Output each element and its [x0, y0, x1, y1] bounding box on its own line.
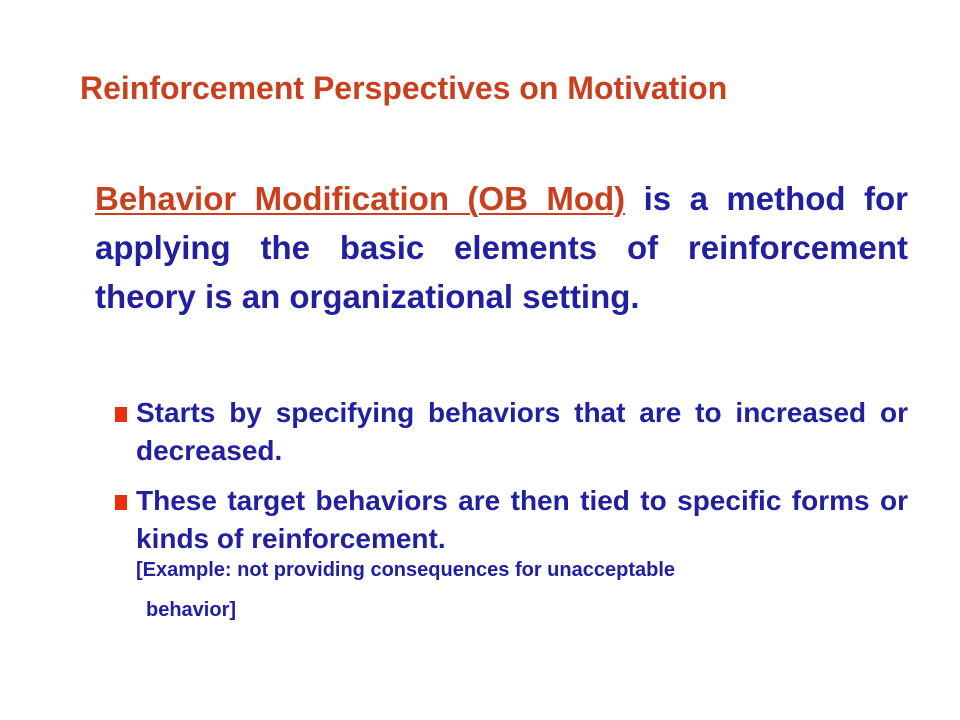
term-behavior-modification: Behavior Modification (OB Mod) [95, 180, 626, 217]
example-note-continuation: behavior] [146, 599, 237, 621]
square-bullet-icon [115, 407, 127, 422]
bullet-text-1: Starts by specifying behaviors that are to increased or decreased. [136, 397, 908, 466]
slide-title: Reinforcement Perspectives on Motivation [80, 70, 728, 106]
bullet-item-2 [136, 482, 908, 584]
square-bullet-icon [115, 495, 127, 510]
example-note: [Example: not providing consequences for unacceptable [136, 559, 675, 581]
intro-text: is a method for applying the basic elements of reinforcement theory is an organizational setting. [95, 180, 908, 315]
bullet-text-2: These target behaviors are then tied to specific forms or kinds of reinforcement. [136, 485, 908, 554]
intro-paragraph [95, 174, 908, 321]
bullet-item-1 [136, 394, 908, 470]
